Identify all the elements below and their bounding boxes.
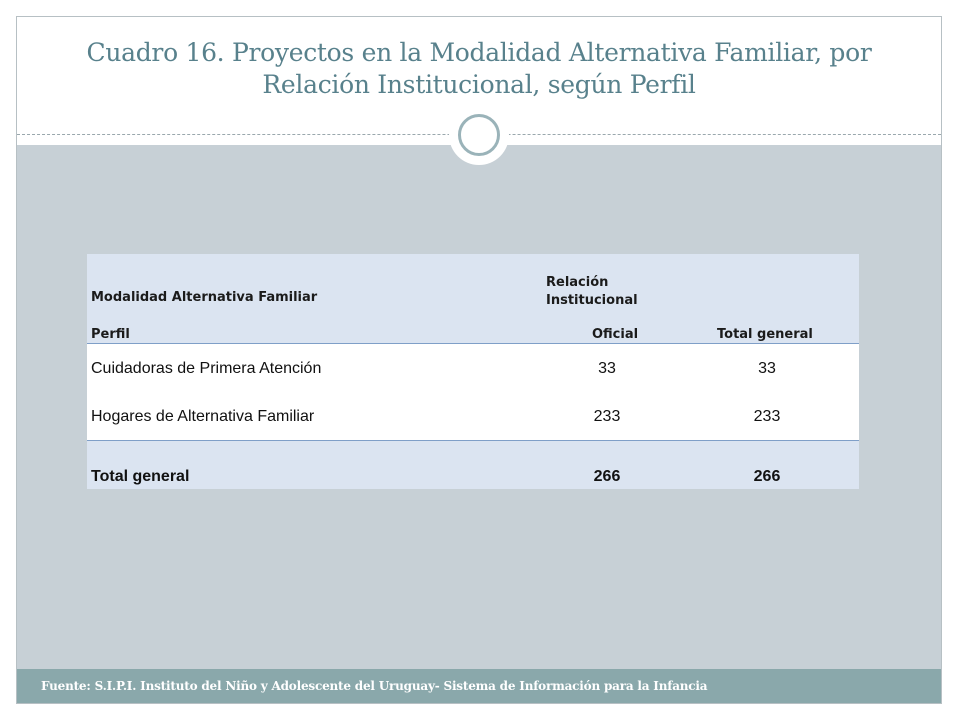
header-total-general: Total general bbox=[717, 327, 813, 342]
content-area bbox=[17, 145, 941, 669]
table-row bbox=[87, 392, 859, 440]
total-label: Total general bbox=[91, 468, 190, 485]
slide-title: Cuadro 16. Proyectos en la Modalidad Alternativa Familiar, por Relación Institucional, según Perfil bbox=[86, 38, 872, 99]
row-perfil: Cuidadoras de Primera Atención bbox=[91, 360, 322, 377]
footer-bar bbox=[17, 669, 941, 703]
total-general-value: 266 bbox=[753, 468, 781, 485]
table-header bbox=[87, 254, 859, 344]
data-table bbox=[87, 254, 859, 489]
header-perfil: Perfil bbox=[91, 327, 130, 342]
row-total: 233 bbox=[753, 408, 781, 425]
total-oficial: 266 bbox=[593, 468, 621, 485]
row-perfil: Hogares de Alternativa Familiar bbox=[91, 408, 315, 425]
row-oficial: 233 bbox=[593, 408, 621, 425]
header-relacion: Relación Institucional bbox=[546, 275, 638, 308]
slide-frame bbox=[16, 16, 942, 704]
ring-icon bbox=[458, 114, 500, 156]
row-oficial: 33 bbox=[598, 360, 616, 377]
header-oficial: Oficial bbox=[592, 327, 639, 342]
table-total-row bbox=[87, 440, 859, 489]
header-modalidad: Modalidad Alternativa Familiar bbox=[91, 290, 318, 305]
table-row bbox=[87, 344, 859, 392]
row-total: 33 bbox=[758, 360, 776, 377]
source-note: Fuente: S.I.P.I. Instituto del Niño y Adolescente del Uruguay- Sistema de Información para la Infancia bbox=[41, 679, 708, 693]
circle-ornament-icon bbox=[449, 105, 509, 165]
